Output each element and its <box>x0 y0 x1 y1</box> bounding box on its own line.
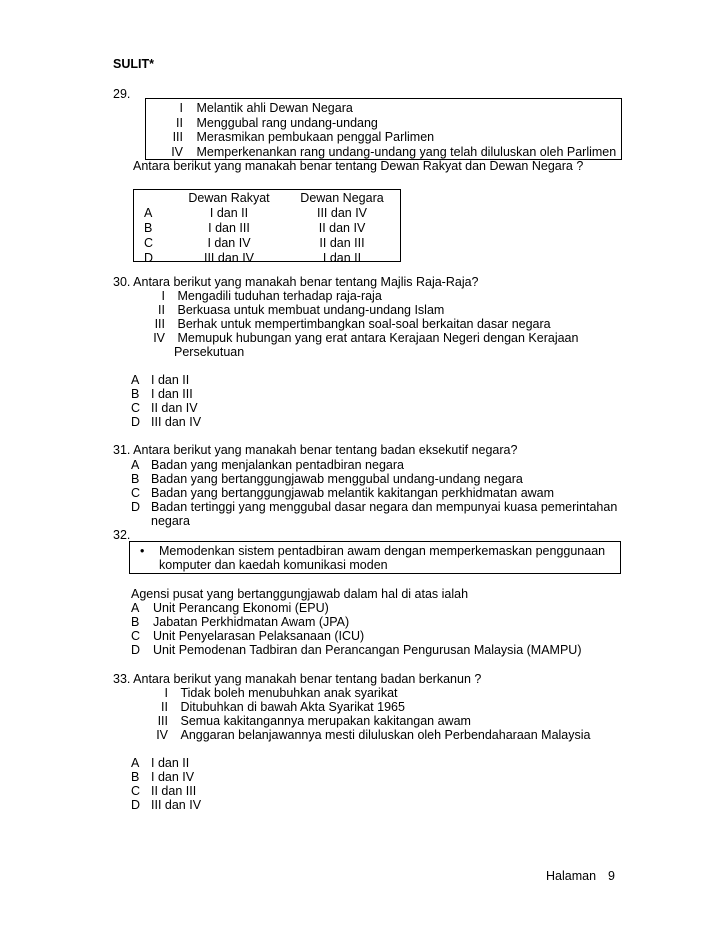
option-text: Unit Pemodenan Tadbiran dan Perancangan Pengurusan Malaysia (MAMPU) <box>153 643 582 657</box>
option-letter: B <box>144 221 153 235</box>
q33-option-b <box>131 770 194 785</box>
option-text: Jabatan Perkhidmatan Awam (JPA) <box>153 615 350 629</box>
statement-text: Tidak boleh menubuhkan anak syarikat <box>180 686 398 700</box>
q30-statement-2 <box>145 303 444 318</box>
option-letter: C <box>144 236 154 250</box>
option-letter: D <box>131 415 141 429</box>
statement-text: Merasmikan pembukaan penggal Parlimen <box>196 130 435 144</box>
option-letter: D <box>131 500 141 514</box>
option-letter: C <box>131 486 141 500</box>
q33-statement-2 <box>148 700 405 715</box>
dewan-rakyat-cell: I dan III <box>208 221 250 235</box>
option-text: Unit Perancang Ekonomi (EPU) <box>153 601 329 615</box>
dewan-negara-cell: II dan III <box>319 236 365 250</box>
table-row <box>134 236 400 251</box>
dewan-negara-cell: I dan II <box>322 251 362 265</box>
q33-statement-1 <box>148 686 398 701</box>
option-text: Badan tertinggi yang menggubal dasar negara dan mempunyai kuasa pemerintahan <box>151 500 618 514</box>
bullet-icon: • <box>140 544 145 558</box>
option-text: Badan yang bertanggungjawab melantik kakitangan perkhidmatan awam <box>151 486 555 500</box>
q31-option-b <box>131 472 523 487</box>
q29-statement-1 <box>163 101 353 116</box>
dewan-rakyat-cell: I dan II <box>209 206 249 220</box>
header-label: SULIT* <box>113 57 154 71</box>
column-header-dewan-negara: Dewan Negara <box>300 191 384 205</box>
option-letter: B <box>131 472 140 486</box>
statement-text: Melantik ahli Dewan Negara <box>196 101 353 115</box>
statement-text: Memperkenankan rang undang-undang yang telah diluluskan oleh Parlimen <box>196 145 617 159</box>
q32-option-d <box>131 643 582 658</box>
q32-question-text: Agensi pusat yang bertanggungjawab dalam hal di atas ialah <box>131 587 469 601</box>
q32-bullet-text-line1: Memodenkan sistem pentadbiran awam dengan memperkemaskan penggunaan <box>159 544 606 558</box>
option-text: Badan yang bertanggungjawab menggubal undang-undang negara <box>151 472 523 486</box>
roman-numeral: II <box>158 303 165 317</box>
question-29-number: 29. <box>113 87 131 101</box>
roman-numeral: III <box>172 130 183 144</box>
roman-numeral: II <box>161 700 168 714</box>
q29-statement-2 <box>163 116 378 131</box>
q30-statement-4-continued: Persekutuan <box>174 345 245 359</box>
roman-numeral: IV <box>156 728 168 742</box>
table-row <box>134 251 400 266</box>
option-letter: A <box>131 601 140 615</box>
statement-text: Berhak untuk mempertimbangkan soal-soal berkaitan dasar negara <box>177 317 551 331</box>
option-text: I dan II <box>151 373 190 387</box>
option-letter: A <box>131 373 140 387</box>
q32-bullet-text-line2: komputer dan kaedah komunikasi moden <box>159 558 388 572</box>
roman-numeral: II <box>176 116 183 130</box>
roman-numeral: I <box>161 289 165 303</box>
statement-text: Menggubal rang undang-undang <box>196 116 378 130</box>
roman-numeral: I <box>164 686 168 700</box>
option-text: I dan III <box>151 387 193 401</box>
option-text: Unit Penyelarasan Pelaksanaan (ICU) <box>153 629 365 643</box>
option-text: III dan IV <box>151 798 202 812</box>
q33-statement-3 <box>148 714 471 729</box>
option-text: II dan IV <box>151 401 198 415</box>
option-letter: B <box>131 770 140 784</box>
option-letter: C <box>131 784 141 798</box>
dewan-negara-cell: II dan IV <box>318 221 366 235</box>
q30-statement-4 <box>145 331 578 346</box>
option-letter: B <box>131 615 140 629</box>
option-letter: A <box>144 206 153 220</box>
q32-option-c <box>131 629 364 644</box>
q33-option-d <box>131 798 201 813</box>
table-header-row <box>134 191 400 206</box>
statement-text: Memupuk hubungan yang erat antara Kerajaan Negeri dengan Kerajaan <box>177 331 579 345</box>
q30-statement-1 <box>145 289 382 304</box>
footer-page-label: Halaman <box>546 869 597 883</box>
q33-option-a <box>131 756 189 771</box>
option-text: I dan IV <box>151 770 195 784</box>
option-letter: C <box>131 401 141 415</box>
q30-question-text: 30. Antara berikut yang manakah benar tentang Majlis Raja-Raja? <box>113 275 479 289</box>
q30-option-d <box>131 415 201 430</box>
roman-numeral: I <box>179 101 183 115</box>
statement-text: Ditubuhkan di bawah Akta Syarikat 1965 <box>180 700 405 714</box>
statement-text: Anggaran belanjawannya mesti diluluskan oleh Perbendaharaan Malaysia <box>180 728 591 742</box>
q29-statement-3 <box>163 130 434 145</box>
q30-option-c <box>131 401 198 416</box>
q33-statement-4 <box>148 728 590 743</box>
q29-question-text: Antara berikut yang manakah benar tentang Dewan Rakyat dan Dewan Negara ? <box>133 159 584 173</box>
roman-numeral: III <box>157 714 168 728</box>
roman-numeral: III <box>154 317 165 331</box>
option-text: III dan IV <box>151 415 202 429</box>
q31-question-text: 31. Antara berikut yang manakah benar tentang badan eksekutif negara? <box>113 443 518 457</box>
statement-text: Mengadili tuduhan terhadap raja-raja <box>177 289 382 303</box>
q30-option-a <box>131 373 189 388</box>
q30-option-b <box>131 387 193 402</box>
option-letter: C <box>131 629 141 643</box>
option-letter: B <box>131 387 140 401</box>
q33-question-text: 33. Antara berikut yang manakah benar tentang badan berkanun ? <box>113 672 482 686</box>
q32-option-b <box>131 615 349 630</box>
statement-text: Berkuasa untuk membuat undang-undang Islam <box>177 303 445 317</box>
q33-option-c <box>131 784 196 799</box>
option-letter: D <box>144 251 154 265</box>
q31-option-c <box>131 486 554 501</box>
table-row <box>134 206 400 221</box>
option-letter: D <box>131 798 141 812</box>
q29-statement-4 <box>163 145 616 160</box>
option-text: II dan III <box>151 784 197 798</box>
dewan-rakyat-cell: III dan IV <box>203 251 255 265</box>
option-text: Badan yang menjalankan pentadbiran negara <box>151 458 404 472</box>
option-text: I dan II <box>151 756 190 770</box>
q30-statement-3 <box>145 317 551 332</box>
q29-answer-table <box>134 191 400 266</box>
q31-option-d-continued: negara <box>151 514 190 528</box>
q31-option-a <box>131 458 404 473</box>
statement-text: Semua kakitangannya merupakan kakitangan awam <box>180 714 471 728</box>
option-letter: A <box>131 756 140 770</box>
question-32-number: 32. <box>113 528 131 542</box>
roman-numeral: IV <box>171 145 183 159</box>
footer-page-number: 9 <box>608 869 615 883</box>
option-letter: D <box>131 643 141 657</box>
column-header-dewan-rakyat: Dewan Rakyat <box>188 191 270 205</box>
option-letter: A <box>131 458 140 472</box>
table-row <box>134 221 400 236</box>
q31-option-d <box>131 500 617 515</box>
roman-numeral: IV <box>153 331 165 345</box>
dewan-negara-cell: III dan IV <box>316 206 368 220</box>
dewan-rakyat-cell: I dan IV <box>207 236 251 250</box>
q32-option-a <box>131 601 329 616</box>
